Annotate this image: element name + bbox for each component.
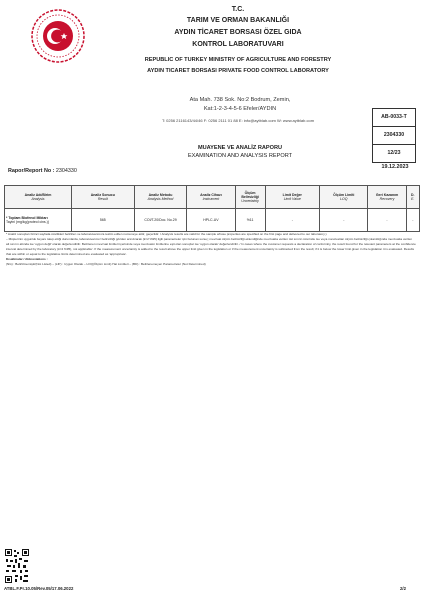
note-abbreviations: (NG) : Belirtilmemiştir(Not Listed) – (LIP) : Uygun Olarak – LOQ(Ölçüm Limit) Hat Limitleri – (BD) : Belirlenemeyen Parametreler (Not Determined) <box>6 262 206 267</box>
col-header-e: D. E. <box>406 186 419 209</box>
qr-code-icon <box>4 548 30 584</box>
report-title-tr: MUAYENE VE ANALİZ RAPORU <box>197 145 283 151</box>
header-tc: T.C. <box>231 6 245 13</box>
header-lab-en: AYDIN TICARET BORSASI PRIVATE FOOD CONTROL LABORATORY <box>147 68 329 74</box>
table-row <box>5 209 420 232</box>
cell-result: 565 <box>71 209 134 232</box>
col-header-result: Analiz Sonucu Result <box>71 186 134 209</box>
note-abbreviations-label: Kısaltmalar / Abbreviations : <box>6 256 48 261</box>
col-header-loq: Ölçüm Limiti LOQ <box>320 186 368 209</box>
header-ministry-en: REPUBLIC OF TURKEY MINISTRY OF AGRICULTURE AND FORESTRY <box>144 57 332 63</box>
col-header-recovery: Geri Kazanım Recovery <box>368 186 406 209</box>
footer-form-code: ATBL.F.Pr.10.05/Rev.05/17.06.2022 <box>4 586 74 591</box>
address-line-2: Kat:1-2-3-4-5-6 Efeler/AYDIN <box>203 106 277 112</box>
col-header-method: Analiz Metodu Analysis Method <box>134 186 187 209</box>
cell-e: - <box>406 209 419 232</box>
note-conformity: – Müşterinin uygunluk beyanı talep ettiği durumlarda, laboratuvarımız belirsizliği gözden arındırarak (k=2 %95) ilgili parametreler için bulunan sonuç; mevzuat ölçüm belirsizliği eklendiğinde mevzuatta verilen üst sınırın üzerinde ise veya mevzuattan ölçüm belirsizliği çıkarıldığında mevzuatta verilen alt sınırın altında ise 'uygun değil' olarak değerlendirilir. Belirlenen mevzuat limitleri içerisinde veya mevzuatın limitlerine eşit olan sonuçlar ise 'uygun olarak' değerlendirilir. / In cases where the customer requests a declaration of conformity, the result found for the relevant parameters at the confidence interval determined by the laboratory (k=2 %95), not applicable'. If the measurement uncertainty is added to the result above the upper limit given in the legislation or if the measurement uncertainty is subtracted from the result; if it is below the lower limit given in the legislation it is evaluated. Results that are within or equal to the legislative limits determined are evaluated as 'appropriate'. <box>6 237 416 256</box>
cell-analysis: * Toplam Biofenol Miktarı Tayini (mg/kg(proteol cins.)) <box>5 209 72 232</box>
page-reference: 12/23 <box>387 150 401 156</box>
col-header-analysis: Analiz Adı/Birim Analysis <box>5 186 72 209</box>
report-number-label: Rapor/Report No : <box>8 168 55 174</box>
cell-instrument: HPLC-UV <box>187 209 235 232</box>
report-number <box>8 168 77 174</box>
header-lab: KONTROL LABORATUVARI <box>192 41 284 48</box>
contact-line: T: 0256 2116143/44/46 F: 0256 2111 01 88 E: info@aytblab.com W: www.aytblab.com <box>161 118 315 123</box>
cell-method: COI/T.20/Doc. No.29 <box>134 209 187 232</box>
notes-section <box>6 232 416 268</box>
report-number-box: 2304330 <box>373 127 415 145</box>
report-number-value: 2304330 <box>55 168 77 174</box>
report-date: 19.12.2023 <box>381 164 409 170</box>
cell-uncertainty: %11 <box>235 209 265 232</box>
header-ministry: TARIM VE ORMAN BAKANLIĞI <box>186 17 290 24</box>
ministry-logo <box>30 8 86 64</box>
cell-loq: - <box>320 209 368 232</box>
cell-limit: - <box>265 209 320 232</box>
table-header-row <box>5 186 420 209</box>
col-header-instrument: Analiz Cihazı Instrument <box>187 186 235 209</box>
results-table <box>4 185 420 232</box>
col-header-limit: Limit Değer Limit Value <box>265 186 320 209</box>
footer-page-number: 2/2 <box>400 586 406 591</box>
col-header-uncertainty: Ölçüm Belirsizliği Uncertainty <box>235 186 265 209</box>
cell-recovery: - <box>368 209 406 232</box>
address-line-1: Ata Mah. 738 Sok. No:2 Bodrum, Zemin, <box>189 97 291 103</box>
header-exchange: AYDIN TİCARET BORSASI ÖZEL GIDA <box>174 29 302 36</box>
document-code: AB-0033-T <box>373 109 415 127</box>
note-validity: * Analiz sonuçları birinci sayfada özellikleri belirtilen ve laboratuvarımıza teslim edilen numuneye aittir, geçerlidir. / Analysis results are valid for the sample whose properties are specified on the first page and delivered to our laboratory.) <box>6 232 327 236</box>
reference-box <box>372 108 416 163</box>
report-title-en: EXAMINATION AND ANALYSIS REPORT <box>187 153 293 159</box>
